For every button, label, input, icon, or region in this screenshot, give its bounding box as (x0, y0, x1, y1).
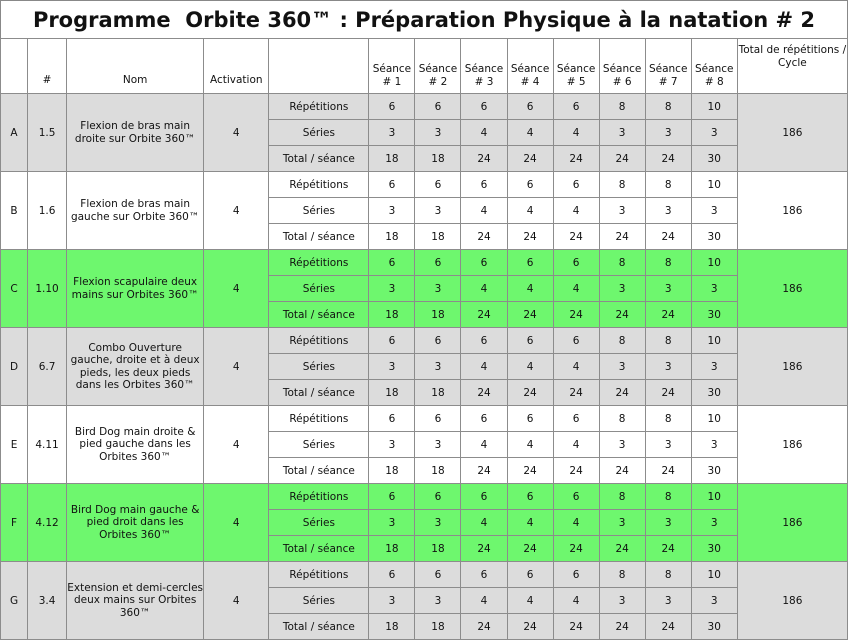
exercise-letter: D (1, 328, 28, 406)
session-value: 10 (691, 172, 737, 198)
session-value: 3 (369, 276, 415, 302)
session-value: 6 (553, 172, 599, 198)
table-row (1, 250, 848, 276)
session-value: 3 (691, 120, 737, 146)
session-value: 24 (507, 302, 553, 328)
session-value: 24 (645, 224, 691, 250)
exercise-body (1, 94, 848, 640)
session-value: 8 (599, 484, 645, 510)
session-value: 18 (415, 536, 461, 562)
session-value: 24 (553, 614, 599, 640)
header-session-8: Séance # 8 (691, 39, 737, 94)
header-session-7: Séance # 7 (645, 39, 691, 94)
session-value: 18 (415, 614, 461, 640)
metric-label-total-per-session: Total / séance (269, 614, 369, 640)
session-value: 30 (691, 614, 737, 640)
session-value: 3 (691, 432, 737, 458)
session-value: 8 (599, 250, 645, 276)
session-value: 3 (415, 354, 461, 380)
session-value: 6 (415, 328, 461, 354)
session-value: 6 (461, 406, 507, 432)
session-value: 6 (415, 406, 461, 432)
session-value: 3 (415, 432, 461, 458)
exercise-number: 3.4 (28, 562, 67, 640)
session-value: 24 (553, 146, 599, 172)
session-value: 8 (645, 562, 691, 588)
session-value: 10 (691, 562, 737, 588)
session-value: 24 (553, 224, 599, 250)
exercise-activation: 4 (204, 484, 269, 562)
session-value: 24 (645, 146, 691, 172)
session-value: 24 (645, 458, 691, 484)
session-value: 24 (553, 536, 599, 562)
exercise-activation: 4 (204, 94, 269, 172)
metric-label-total-per-session: Total / séance (269, 536, 369, 562)
exercise-name: Combo Ouverture gauche, droite et à deux pieds, les deux pieds dans les Orbites 360™ (67, 328, 204, 406)
session-value: 3 (599, 276, 645, 302)
exercise-activation: 4 (204, 172, 269, 250)
session-value: 6 (507, 562, 553, 588)
session-value: 3 (369, 510, 415, 536)
session-value: 6 (369, 406, 415, 432)
session-value: 3 (369, 432, 415, 458)
table-row (1, 328, 848, 354)
exercise-letter: G (1, 562, 28, 640)
session-value: 24 (645, 302, 691, 328)
session-value: 10 (691, 484, 737, 510)
metric-label-series: Séries (269, 198, 369, 224)
metric-label-repetitions: Répétitions (269, 406, 369, 432)
session-value: 6 (415, 484, 461, 510)
session-value: 4 (553, 432, 599, 458)
session-value: 4 (461, 354, 507, 380)
session-value: 24 (507, 146, 553, 172)
session-value: 4 (461, 276, 507, 302)
session-value: 6 (461, 94, 507, 120)
session-value: 6 (507, 94, 553, 120)
session-value: 6 (415, 94, 461, 120)
cycle-total: 186 (737, 94, 847, 172)
session-value: 6 (415, 172, 461, 198)
session-value: 24 (553, 380, 599, 406)
cycle-total: 186 (737, 250, 847, 328)
session-value: 3 (599, 510, 645, 536)
exercise-activation: 4 (204, 328, 269, 406)
session-value: 8 (645, 172, 691, 198)
session-value: 18 (415, 146, 461, 172)
session-value: 18 (369, 536, 415, 562)
session-value: 24 (507, 614, 553, 640)
table-row (1, 484, 848, 510)
header-session-4: Séance # 4 (507, 39, 553, 94)
session-value: 24 (507, 224, 553, 250)
session-value: 6 (553, 328, 599, 354)
metric-label-series: Séries (269, 510, 369, 536)
session-value: 3 (645, 198, 691, 224)
cycle-total: 186 (737, 562, 847, 640)
session-value: 24 (461, 380, 507, 406)
session-value: 3 (369, 588, 415, 614)
exercise-activation: 4 (204, 406, 269, 484)
session-value: 18 (415, 380, 461, 406)
session-value: 6 (553, 562, 599, 588)
session-value: 24 (507, 380, 553, 406)
cycle-total: 186 (737, 406, 847, 484)
session-value: 4 (553, 276, 599, 302)
exercise-number: 1.6 (28, 172, 67, 250)
session-value: 3 (599, 354, 645, 380)
session-value: 3 (691, 588, 737, 614)
page-title: Programme Orbite 360™ : Préparation Physique à la natation # 2 (0, 0, 848, 39)
session-value: 4 (507, 354, 553, 380)
session-value: 8 (645, 406, 691, 432)
exercise-number: 1.5 (28, 94, 67, 172)
session-value: 24 (553, 302, 599, 328)
session-value: 6 (415, 562, 461, 588)
session-value: 4 (461, 510, 507, 536)
session-value: 3 (415, 120, 461, 146)
session-value: 3 (599, 198, 645, 224)
session-value: 24 (461, 458, 507, 484)
session-value: 10 (691, 406, 737, 432)
exercise-letter: E (1, 406, 28, 484)
session-value: 8 (599, 406, 645, 432)
session-value: 4 (553, 120, 599, 146)
exercise-name: Bird Dog main gauche & pied droit dans les Orbites 360™ (67, 484, 204, 562)
session-value: 6 (553, 250, 599, 276)
session-value: 18 (369, 380, 415, 406)
session-value: 4 (507, 510, 553, 536)
session-value: 8 (645, 328, 691, 354)
session-value: 18 (369, 458, 415, 484)
session-value: 3 (599, 120, 645, 146)
exercise-letter: C (1, 250, 28, 328)
metric-label-total-per-session: Total / séance (269, 380, 369, 406)
metric-label-total-per-session: Total / séance (269, 146, 369, 172)
session-value: 6 (369, 484, 415, 510)
session-value: 4 (553, 198, 599, 224)
session-value: 24 (599, 224, 645, 250)
session-value: 4 (507, 276, 553, 302)
session-value: 10 (691, 250, 737, 276)
session-value: 4 (461, 198, 507, 224)
session-value: 8 (599, 328, 645, 354)
session-value: 3 (691, 198, 737, 224)
session-value: 3 (415, 510, 461, 536)
cycle-total: 186 (737, 328, 847, 406)
header-number: # (28, 39, 67, 94)
table-row (1, 172, 848, 198)
session-value: 6 (553, 406, 599, 432)
exercise-number: 6.7 (28, 328, 67, 406)
session-value: 24 (599, 380, 645, 406)
session-value: 6 (507, 406, 553, 432)
session-value: 24 (461, 224, 507, 250)
session-value: 4 (553, 588, 599, 614)
session-value: 24 (599, 302, 645, 328)
header-session-5: Séance # 5 (553, 39, 599, 94)
session-value: 24 (461, 536, 507, 562)
exercise-letter: B (1, 172, 28, 250)
metric-label-series: Séries (269, 276, 369, 302)
exercise-number: 4.12 (28, 484, 67, 562)
session-value: 6 (369, 562, 415, 588)
session-value: 6 (369, 250, 415, 276)
table-row (1, 406, 848, 432)
exercise-name: Flexion scapulaire deux mains sur Orbites 360™ (67, 250, 204, 328)
metric-label-total-per-session: Total / séance (269, 458, 369, 484)
session-value: 18 (369, 302, 415, 328)
session-value: 3 (645, 354, 691, 380)
exercise-letter: A (1, 94, 28, 172)
session-value: 8 (645, 484, 691, 510)
metric-label-repetitions: Répétitions (269, 484, 369, 510)
session-value: 24 (599, 614, 645, 640)
session-value: 4 (507, 120, 553, 146)
header-metric (269, 39, 369, 94)
session-value: 24 (461, 302, 507, 328)
metric-label-repetitions: Répétitions (269, 250, 369, 276)
exercise-name: Bird Dog main droite & pied gauche dans les Orbites 360™ (67, 406, 204, 484)
header-letter (1, 39, 28, 94)
session-value: 3 (645, 120, 691, 146)
session-value: 24 (599, 146, 645, 172)
session-value: 4 (461, 432, 507, 458)
session-value: 3 (691, 276, 737, 302)
metric-label-series: Séries (269, 588, 369, 614)
session-value: 6 (553, 484, 599, 510)
session-value: 24 (507, 458, 553, 484)
session-value: 6 (507, 250, 553, 276)
session-value: 18 (369, 224, 415, 250)
session-value: 6 (415, 250, 461, 276)
session-value: 30 (691, 380, 737, 406)
session-value: 3 (645, 588, 691, 614)
session-value: 6 (461, 328, 507, 354)
session-value: 8 (599, 94, 645, 120)
session-value: 3 (645, 432, 691, 458)
session-value: 3 (599, 432, 645, 458)
session-value: 8 (599, 172, 645, 198)
cycle-total: 186 (737, 484, 847, 562)
session-value: 18 (415, 224, 461, 250)
header-name: Nom (67, 39, 204, 94)
exercise-name: Flexion de bras main droite sur Orbite 360™ (67, 94, 204, 172)
session-value: 4 (553, 510, 599, 536)
exercise-letter: F (1, 484, 28, 562)
session-value: 3 (691, 510, 737, 536)
header-row (1, 39, 848, 94)
exercise-number: 4.11 (28, 406, 67, 484)
program-table (0, 38, 848, 640)
session-value: 24 (461, 614, 507, 640)
session-value: 3 (691, 354, 737, 380)
session-value: 3 (369, 120, 415, 146)
session-value: 4 (507, 432, 553, 458)
session-value: 18 (369, 146, 415, 172)
session-value: 24 (645, 614, 691, 640)
session-value: 3 (645, 510, 691, 536)
session-value: 3 (369, 354, 415, 380)
session-value: 30 (691, 458, 737, 484)
exercise-activation: 4 (204, 562, 269, 640)
session-value: 24 (461, 146, 507, 172)
metric-label-repetitions: Répétitions (269, 328, 369, 354)
session-value: 3 (645, 276, 691, 302)
session-value: 18 (415, 458, 461, 484)
session-value: 24 (553, 458, 599, 484)
session-value: 3 (599, 588, 645, 614)
session-value: 6 (369, 172, 415, 198)
exercise-number: 1.10 (28, 250, 67, 328)
session-value: 24 (507, 536, 553, 562)
session-value: 30 (691, 146, 737, 172)
exercise-activation: 4 (204, 250, 269, 328)
session-value: 30 (691, 536, 737, 562)
metric-label-repetitions: Répétitions (269, 94, 369, 120)
table-row (1, 94, 848, 120)
session-value: 24 (599, 536, 645, 562)
session-value: 8 (645, 94, 691, 120)
header-cycle-total: Total de répétitions / Cycle (737, 39, 847, 94)
session-value: 6 (461, 172, 507, 198)
session-value: 24 (645, 380, 691, 406)
metric-label-series: Séries (269, 354, 369, 380)
session-value: 4 (507, 198, 553, 224)
exercise-name: Flexion de bras main gauche sur Orbite 360™ (67, 172, 204, 250)
session-value: 4 (461, 120, 507, 146)
session-value: 10 (691, 328, 737, 354)
session-value: 18 (369, 614, 415, 640)
header-session-1: Séance # 1 (369, 39, 415, 94)
metric-label-repetitions: Répétitions (269, 172, 369, 198)
session-value: 6 (507, 484, 553, 510)
session-value: 6 (369, 94, 415, 120)
metric-label-total-per-session: Total / séance (269, 302, 369, 328)
header-session-3: Séance # 3 (461, 39, 507, 94)
cycle-total: 186 (737, 172, 847, 250)
session-value: 4 (507, 588, 553, 614)
session-value: 3 (415, 276, 461, 302)
session-value: 30 (691, 224, 737, 250)
session-value: 6 (507, 172, 553, 198)
session-value: 24 (645, 536, 691, 562)
session-value: 18 (415, 302, 461, 328)
metric-label-total-per-session: Total / séance (269, 224, 369, 250)
session-value: 6 (461, 562, 507, 588)
exercise-name: Extension et demi-cercles deux mains sur Orbites 360™ (67, 562, 204, 640)
session-value: 8 (599, 562, 645, 588)
header-session-2: Séance # 2 (415, 39, 461, 94)
session-value: 6 (369, 328, 415, 354)
session-value: 10 (691, 94, 737, 120)
session-value: 6 (553, 94, 599, 120)
session-value: 24 (599, 458, 645, 484)
header-session-6: Séance # 6 (599, 39, 645, 94)
session-value: 6 (507, 328, 553, 354)
session-value: 6 (461, 250, 507, 276)
metric-label-repetitions: Répétitions (269, 562, 369, 588)
session-value: 6 (461, 484, 507, 510)
metric-label-series: Séries (269, 120, 369, 146)
session-value: 4 (553, 354, 599, 380)
session-value: 4 (461, 588, 507, 614)
session-value: 30 (691, 302, 737, 328)
session-value: 8 (645, 250, 691, 276)
session-value: 3 (415, 588, 461, 614)
session-value: 3 (415, 198, 461, 224)
metric-label-series: Séries (269, 432, 369, 458)
table-row (1, 562, 848, 588)
header-activation: Activation (204, 39, 269, 94)
session-value: 3 (369, 198, 415, 224)
